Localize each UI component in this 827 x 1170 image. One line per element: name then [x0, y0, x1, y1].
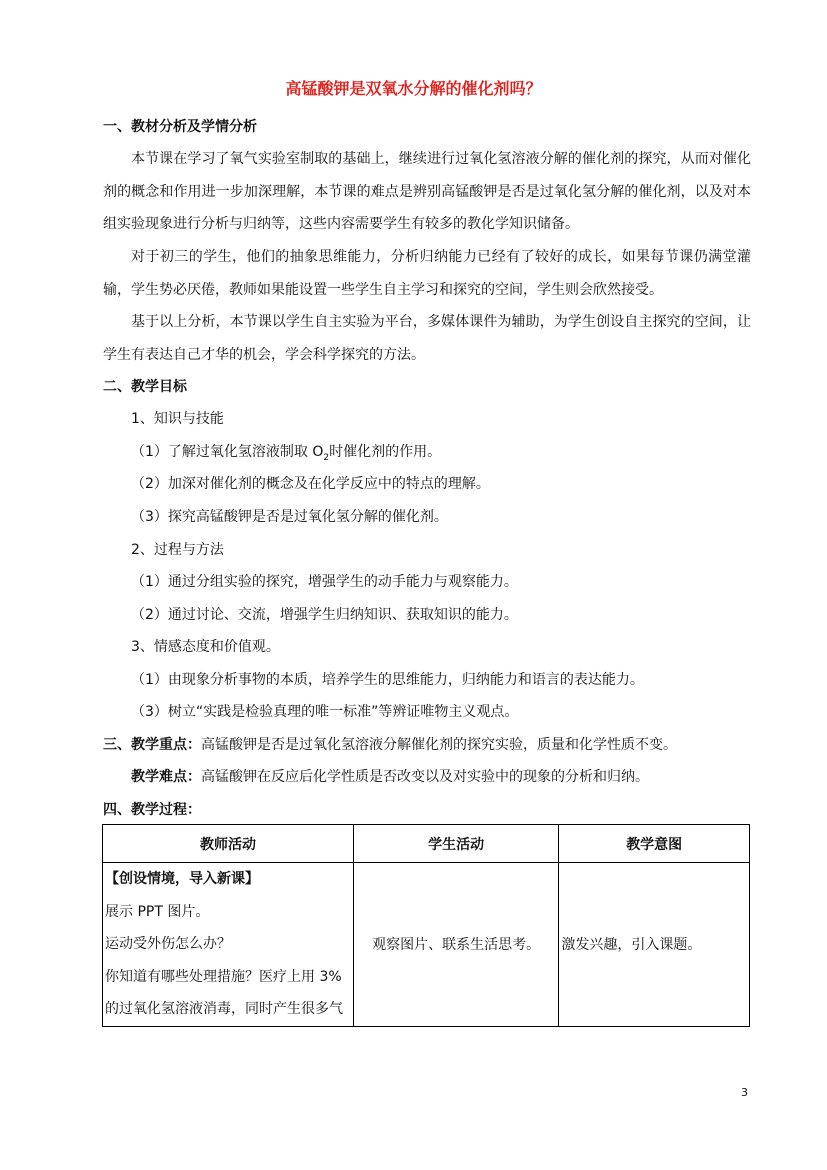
objective-item: （1）通过分组实验的探究，增强学生的动手能力与观察能力。	[131, 574, 518, 590]
table-header-row	[103, 825, 750, 863]
table-header-intent: 教学意图	[559, 825, 750, 863]
objective-item: （1）了解过氧化氢溶液制取 $O_2$时催化剂的作用。	[131, 444, 442, 463]
teaching-difficulty: 教学难点：高锰酸钾在反应后化学性质是否改变以及对实验中的现象的分析和归纳。	[131, 769, 649, 785]
document-title: 高锰酸钾是双氧水分解的催化剂吗？	[285, 79, 542, 98]
teacher-activity-line: 的过氧化氢溶液消毒，同时产生很多气	[105, 1001, 343, 1017]
page-number: 3	[741, 1086, 748, 1099]
section1-heading: 一、教材分析及学情分析	[103, 119, 257, 135]
objective-attitude-heading: 3、情感态度和价值观。	[131, 639, 280, 655]
teaching-key-point: 三、教学重点：高锰酸钾是否是过氧化氢溶液分解催化剂的探究实验，质量和化学性质不变。	[103, 737, 677, 753]
section1-paragraph-2: 对于初三的学生，他们的抽象思维能力，分析归纳能力已经有了较好的成长，如果每节课仍满堂灌输，学生势必厌倦，教师如果能设置一些学生自主学习和探究的空间，学生则会欣然接受。	[103, 249, 751, 298]
objective-item: （3）探究高锰酸钾是否是过氧化氢分解的催化剂。	[131, 509, 448, 525]
teacher-activity-line: 运动受外伤怎么办？	[105, 936, 231, 952]
section4-heading: 四、教学过程：	[103, 802, 201, 818]
student-activity-cell: 观察图片、联系生活思考。	[353, 863, 558, 1027]
table-row	[103, 863, 750, 1027]
objective-process-heading: 2、过程与方法	[131, 542, 224, 558]
objective-item: （3）树立“实践是检验真理的唯一标准”等辨证唯物主义观点。	[131, 704, 519, 720]
teacher-activity-line: 展示 PPT 图片。	[105, 903, 210, 920]
table-header-teacher: 教师活动	[103, 825, 354, 863]
teacher-activity-cell	[103, 863, 354, 1027]
objective-item: （1）由现象分析事物的本质，培养学生的思维能力，归纳能力和语言的表达能力。	[131, 672, 644, 688]
teaching-intent-cell: 激发兴趣，引入课题。	[559, 863, 750, 1027]
section2-heading: 二、教学目标	[103, 379, 187, 395]
section1-paragraph-3: 基于以上分析，本节课以学生自主实验为平台，多媒体课件为辅助，为学生创设自主探究的空间，让学生有表达自己才华的机会，学会科学探究的方法。	[103, 314, 751, 363]
objective-item: （2）加深对催化剂的概念及在化学反应中的特点的理解。	[131, 476, 490, 492]
table-header-student: 学生活动	[353, 825, 558, 863]
objective-item: （2）通过讨论、交流，增强学生归纳知识、获取知识的能力。	[131, 607, 518, 623]
teacher-activity-line: 你知道有哪些处理措施？医疗上用 3%	[105, 968, 342, 985]
objective-knowledge-heading: 1、知识与技能	[131, 411, 224, 427]
section1-paragraph-1: 本节课在学习了氧气实验室制取的基础上，继续进行过氧化氢溶液分解的催化剂的探究，从而对催化剂的概念和作用进一步加深理解，本节课的难点是辨别高锰酸钾是否是过氧化氢分解的催化剂，以及对本组实验现象进行分析与归纳等，这些内容需要学生有较多的教化学知识储备。	[103, 151, 751, 232]
teacher-activity-heading: 【创设情境，导入新课】	[105, 871, 259, 887]
teaching-process-table	[102, 824, 750, 1027]
